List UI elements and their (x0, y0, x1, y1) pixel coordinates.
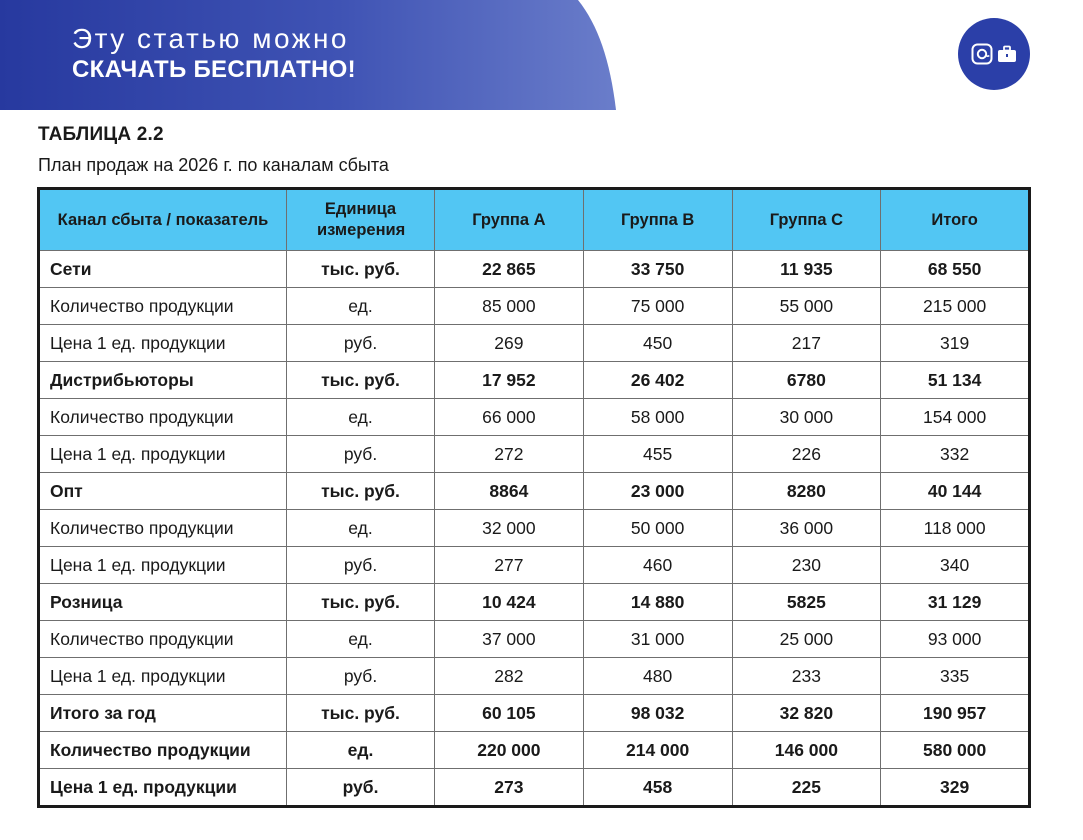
cell-group-c: 230 (732, 547, 881, 584)
cell-channel: Количество продукции (39, 621, 287, 658)
cell-channel: Розница (39, 584, 287, 621)
header-unit: Единица измерения (287, 189, 435, 251)
header-channel: Канал сбыта / показатель (39, 189, 287, 251)
cell-total: 340 (881, 547, 1030, 584)
cell-group-a: 282 (435, 658, 584, 695)
table-row (39, 399, 1030, 436)
cell-group-a: 66 000 (435, 399, 584, 436)
cell-channel: Цена 1 ед. продукции (39, 436, 287, 473)
cell-group-c: 25 000 (732, 621, 881, 658)
table-row (39, 473, 1030, 510)
cell-total: 31 129 (881, 584, 1030, 621)
table-row (39, 658, 1030, 695)
cell-unit: ед. (287, 732, 435, 769)
cell-group-c: 226 (732, 436, 881, 473)
cell-group-b: 58 000 (583, 399, 732, 436)
cell-group-b: 480 (583, 658, 732, 695)
cell-group-a: 220 000 (435, 732, 584, 769)
cell-unit: тыс. руб. (287, 362, 435, 399)
cell-group-b: 455 (583, 436, 732, 473)
cell-total: 215 000 (881, 288, 1030, 325)
download-badge[interactable] (958, 18, 1030, 90)
cell-channel: Количество продукции (39, 732, 287, 769)
cell-unit: ед. (287, 288, 435, 325)
cell-channel: Итого за год (39, 695, 287, 732)
cell-group-b: 450 (583, 325, 732, 362)
cell-group-b: 98 032 (583, 695, 732, 732)
cell-group-c: 55 000 (732, 288, 881, 325)
cell-group-a: 60 105 (435, 695, 584, 732)
header-total: Итого (881, 189, 1030, 251)
cell-group-c: 36 000 (732, 510, 881, 547)
table-row (39, 584, 1030, 621)
cell-unit: тыс. руб. (287, 473, 435, 510)
cell-group-b: 214 000 (583, 732, 732, 769)
cell-total: 118 000 (881, 510, 1030, 547)
cell-group-c: 233 (732, 658, 881, 695)
cell-group-a: 8864 (435, 473, 584, 510)
table-row (39, 510, 1030, 547)
table-caption: План продаж на 2026 г. по каналам сбыта (38, 155, 389, 175)
cell-group-a: 272 (435, 436, 584, 473)
cell-unit: руб. (287, 325, 435, 362)
cell-group-b: 23 000 (583, 473, 732, 510)
header-group-c: Группа C (732, 189, 881, 251)
cell-total: 335 (881, 658, 1030, 695)
cell-total: 93 000 (881, 621, 1030, 658)
cell-unit: руб. (287, 436, 435, 473)
cell-unit: ед. (287, 510, 435, 547)
cell-group-b: 33 750 (583, 251, 732, 288)
cell-group-a: 269 (435, 325, 584, 362)
cell-channel: Сети (39, 251, 287, 288)
download-banner[interactable] (0, 0, 620, 110)
cell-total: 580 000 (881, 732, 1030, 769)
cell-unit: ед. (287, 621, 435, 658)
table-row (39, 436, 1030, 473)
banner-line-2: СКАЧАТЬ БЕСПЛАТНО! (72, 56, 356, 83)
cell-group-b: 460 (583, 547, 732, 584)
table-row (39, 251, 1030, 288)
cell-total: 51 134 (881, 362, 1030, 399)
cell-group-b: 50 000 (583, 510, 732, 547)
cell-unit: тыс. руб. (287, 584, 435, 621)
cell-group-b: 14 880 (583, 584, 732, 621)
cell-total: 332 (881, 436, 1030, 473)
table-row (39, 695, 1030, 732)
cell-group-a: 273 (435, 769, 584, 807)
cell-group-a: 10 424 (435, 584, 584, 621)
cell-channel: Опт (39, 473, 287, 510)
cell-group-c: 5825 (732, 584, 881, 621)
table-row (39, 732, 1030, 769)
cell-group-a: 277 (435, 547, 584, 584)
cell-channel: Количество продукции (39, 288, 287, 325)
cell-total: 190 957 (881, 695, 1030, 732)
cell-channel: Количество продукции (39, 510, 287, 547)
banner-line-1: Эту статью можно (72, 23, 349, 54)
cell-channel: Количество продукции (39, 399, 287, 436)
cell-total: 319 (881, 325, 1030, 362)
cell-total: 68 550 (881, 251, 1030, 288)
cell-group-b: 458 (583, 769, 732, 807)
cell-group-c: 225 (732, 769, 881, 807)
table-row (39, 621, 1030, 658)
cell-group-c: 8280 (732, 473, 881, 510)
cell-group-c: 30 000 (732, 399, 881, 436)
briefcase-icon (997, 45, 1017, 63)
cell-total: 40 144 (881, 473, 1030, 510)
table-header-row (39, 189, 1030, 251)
cell-total: 154 000 (881, 399, 1030, 436)
cell-group-a: 17 952 (435, 362, 584, 399)
cell-unit: ед. (287, 399, 435, 436)
cell-channel: Цена 1 ед. продукции (39, 325, 287, 362)
cell-unit: руб. (287, 769, 435, 807)
header-group-a: Группа A (435, 189, 584, 251)
cell-group-c: 146 000 (732, 732, 881, 769)
cell-channel: Цена 1 ед. продукции (39, 547, 287, 584)
cell-channel: Цена 1 ед. продукции (39, 658, 287, 695)
at-sign-icon (971, 43, 993, 65)
cell-group-b: 31 000 (583, 621, 732, 658)
cell-unit: руб. (287, 658, 435, 695)
cell-group-a: 37 000 (435, 621, 584, 658)
cell-unit: тыс. руб. (287, 695, 435, 732)
cell-group-c: 217 (732, 325, 881, 362)
sales-plan-table (37, 187, 1031, 808)
cell-group-c: 32 820 (732, 695, 881, 732)
header-group-b: Группа B (583, 189, 732, 251)
cell-group-a: 22 865 (435, 251, 584, 288)
table-row (39, 288, 1030, 325)
cell-group-b: 75 000 (583, 288, 732, 325)
table-row (39, 547, 1030, 584)
cell-group-b: 26 402 (583, 362, 732, 399)
table-title: ТАБЛИЦА 2.2 (38, 124, 164, 145)
cell-channel: Цена 1 ед. продукции (39, 769, 287, 807)
table-row (39, 362, 1030, 399)
cell-group-c: 11 935 (732, 251, 881, 288)
table-row (39, 325, 1030, 362)
cell-group-a: 32 000 (435, 510, 584, 547)
cell-total: 329 (881, 769, 1030, 807)
cell-group-a: 85 000 (435, 288, 584, 325)
cell-group-c: 6780 (732, 362, 881, 399)
cell-unit: руб. (287, 547, 435, 584)
table-row (39, 769, 1030, 807)
cell-unit: тыс. руб. (287, 251, 435, 288)
cell-channel: Дистрибьюторы (39, 362, 287, 399)
